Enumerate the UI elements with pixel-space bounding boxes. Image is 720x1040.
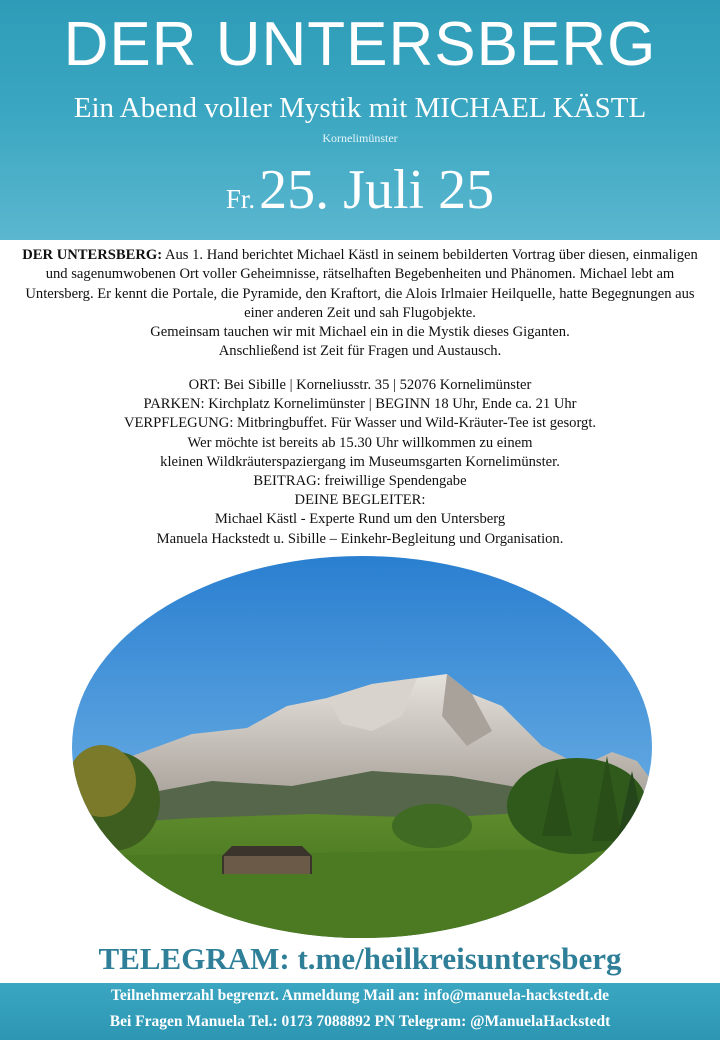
detail-walk-2: kleinen Wildkräuterspaziergang im Museumsgarten Kornelimünster. xyxy=(160,453,560,470)
detail-fee: BEITRAG: freiwillige Spendengabe xyxy=(253,473,467,490)
location-label: Kornelimünster xyxy=(322,131,398,145)
date-weekday: Fr. xyxy=(225,184,256,214)
detail-hosts-heading: DEINE BEGLEITER: xyxy=(294,492,426,509)
intro-lead: DER UNTERSBERG: xyxy=(22,247,163,263)
detail-catering: VERPFLEGUNG: Mitbringbuffet. Für Wasser und Wild-Kräuter-Tee ist gesorgt. xyxy=(123,415,597,432)
detail-walk-1: Wer möchte ist bereits ab 15.30 Uhr willkommen zu einem xyxy=(187,434,533,451)
detail-host-1: Michael Kästl - Experte Rund um den Untersberg xyxy=(214,511,506,528)
footer-banner xyxy=(0,983,720,1040)
detail-parking: PARKEN: Kirchplatz Kornelimünster | BEGINN 18 Uhr, Ende ca. 21 Uhr xyxy=(143,396,577,413)
intro-text xyxy=(18,246,702,362)
intro-line-3: Anschließend ist Zeit für Fragen und Austausch. xyxy=(218,343,502,360)
detail-host-2: Manuela Hackstedt u. Sibille – Einkehr-Begleitung und Organisation. xyxy=(156,530,564,547)
mountain-photo xyxy=(72,556,652,938)
header-banner xyxy=(0,0,720,240)
intro-body: Aus 1. Hand berichtet Michael Kästl in seinem bebilderten Vortrag über diesen, einmaligen und sagenumwobenen Ort voller Geheimnisse, rätselhaften Begebenheiten und Phänomen. Michael lebt am Untersberg. Er kennt die Portale, die Pyramide, den Kraftort, die Alois Irlmaier Heilquelle, hatte Begegnungen aus einer anderen Zeit und sah Flugobjekte. xyxy=(25,247,698,321)
footer-registration: Teilnehmerzahl begrenzt. Anmeldung Mail an: info@manuela-hackstedt.de xyxy=(111,987,609,1004)
intro-line-2: Gemeinsam tauchen wir mit Michael ein in die Mystik dieses Giganten. xyxy=(150,324,570,341)
subtitle: Ein Abend voller Mystik mit MICHAEL KÄSTL xyxy=(73,92,647,124)
page-title: DER UNTERSBERG xyxy=(63,10,657,79)
event-date xyxy=(0,150,720,244)
footer-contact: Bei Fragen Manuela Tel.: 0173 7088892 PN Telegram: @ManuelaHackstedt xyxy=(109,1013,611,1030)
intro-paragraph xyxy=(18,246,702,323)
event-details xyxy=(18,376,702,549)
detail-location: ORT: Bei Sibille | Korneliusstr. 35 | 52076 Kornelimünster xyxy=(188,377,532,393)
date-main: 25. Juli 25 xyxy=(259,159,495,221)
telegram-link[interactable]: TELEGRAM: t.me/heilkreisuntersberg xyxy=(98,941,622,976)
